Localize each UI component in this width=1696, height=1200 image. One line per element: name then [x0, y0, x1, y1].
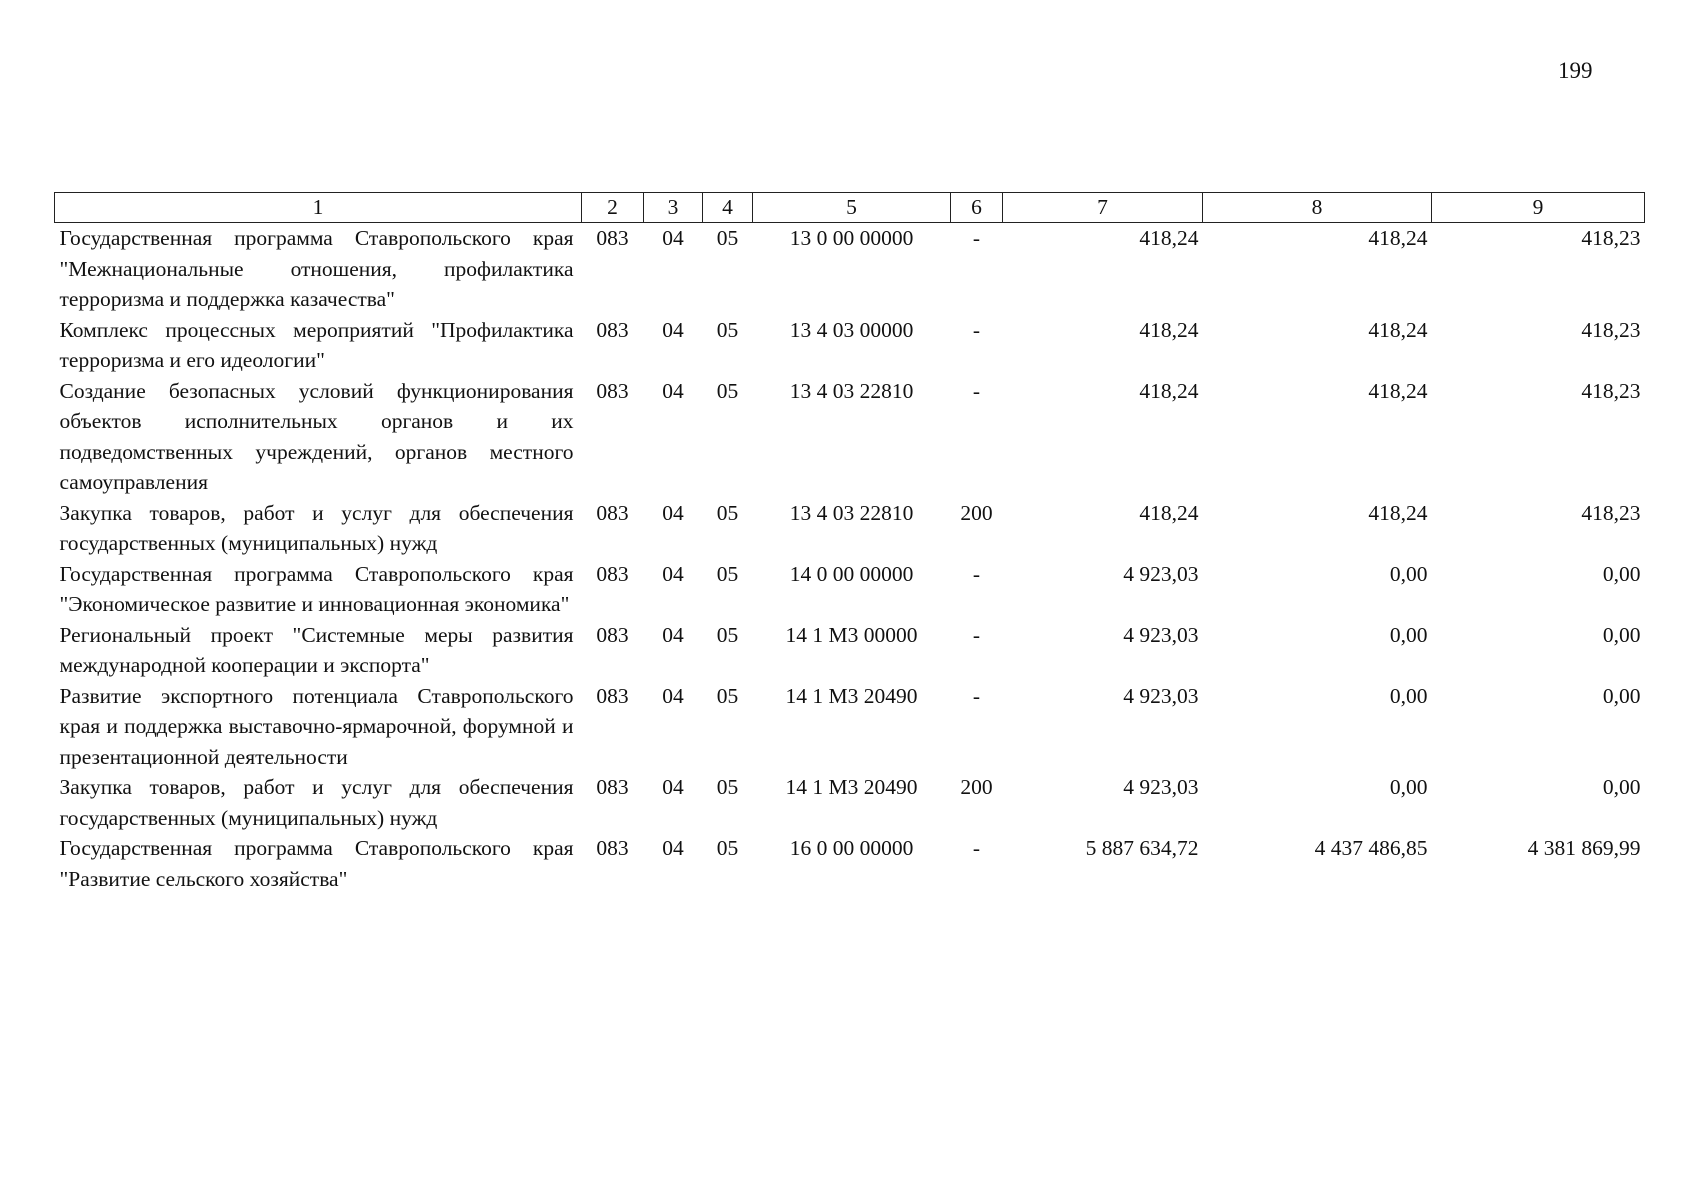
amount-col-8: 0,00	[1389, 561, 1428, 586]
amount-col-9: 0,00	[1602, 683, 1641, 708]
subsection-code: 05	[716, 775, 739, 799]
table-row	[55, 315, 1645, 376]
table-body	[55, 223, 1645, 895]
amount-col-8: 418,24	[1368, 226, 1428, 250]
table-row	[55, 559, 1645, 620]
amount-col-9: 4 381 869,99	[1527, 836, 1641, 860]
amount-col-8: 418,24	[1368, 500, 1428, 525]
ministry-code: 083	[596, 683, 629, 708]
expense-type-code: -	[972, 226, 981, 250]
target-article-code: 14 0 00 00000	[789, 561, 914, 586]
row-name: Создание безопасных условий функционирования объектов исполнительных органов и их подведомственных учреждений, органов местного самоуправления	[59, 378, 574, 494]
row-name: Государственная программа Ставропольского края "Межнациональные отношения, профилактика терроризма и поддержка казачества"	[59, 226, 574, 311]
table-row	[55, 498, 1645, 559]
section-code: 04	[662, 500, 684, 525]
amount-col-9: 418,23	[1581, 378, 1641, 403]
section-code: 04	[662, 683, 684, 708]
ministry-code: 083	[596, 317, 629, 342]
subsection-code: 05	[716, 317, 739, 342]
subsection-code: 05	[716, 622, 739, 647]
expense-type-code: 200	[960, 775, 993, 799]
column-header-8: 8	[1203, 193, 1432, 223]
ministry-code: 083	[596, 775, 629, 799]
row-name: Государственная программа Ставропольского края "Развитие сельского хозяйства"	[59, 836, 574, 891]
table-row	[55, 376, 1645, 498]
section-code: 04	[662, 622, 684, 647]
table-row	[55, 620, 1645, 681]
amount-col-8: 418,24	[1368, 378, 1428, 403]
row-name: Комплекс процессных мероприятий "Профилактика терроризма и его идеологии"	[59, 317, 574, 372]
budget-table	[54, 192, 1645, 894]
amount-col-7: 4 923,03	[1123, 622, 1199, 647]
section-code: 04	[662, 317, 684, 342]
row-name: Развитие экспортного потенциала Ставропольского края и поддержка выставочно-ярмарочной, форумной и презентационной деятельности	[59, 683, 574, 769]
section-code: 04	[662, 561, 684, 586]
amount-col-7: 418,24	[1139, 317, 1199, 342]
column-header-9: 9	[1432, 193, 1645, 223]
target-article-code: 14 1 М3 00000	[785, 622, 918, 647]
subsection-code: 05	[716, 836, 739, 860]
target-article-code: 13 4 03 22810	[789, 500, 914, 525]
section-code: 04	[662, 836, 684, 860]
target-article-code: 13 4 03 22810	[789, 378, 914, 403]
table-row	[55, 833, 1645, 894]
table-header-row	[55, 193, 1645, 223]
amount-col-8: 418,24	[1368, 317, 1428, 342]
subsection-code: 05	[716, 226, 739, 250]
ministry-code: 083	[596, 561, 629, 586]
row-name: Региональный проект "Системные меры развития международной кооперации и экспорта"	[59, 622, 574, 677]
amount-col-7: 4 923,03	[1123, 775, 1199, 799]
amount-col-7: 5 887 634,72	[1085, 836, 1199, 860]
ministry-code: 083	[596, 500, 629, 525]
expense-type-code: -	[972, 836, 981, 860]
expense-type-code: 200	[960, 500, 993, 525]
column-header-7: 7	[1003, 193, 1203, 223]
target-article-code: 14 1 М3 20490	[785, 775, 918, 799]
amount-col-8: 0,00	[1389, 622, 1428, 647]
amount-col-9: 0,00	[1602, 775, 1641, 799]
expense-type-code: -	[972, 622, 981, 647]
row-name: Закупка товаров, работ и услуг для обеспечения государственных (муниципальных) нужд	[59, 775, 574, 830]
section-code: 04	[662, 226, 684, 250]
subsection-code: 05	[716, 378, 739, 403]
target-article-code: 16 0 00 00000	[789, 836, 914, 860]
amount-col-9: 0,00	[1602, 622, 1641, 647]
ministry-code: 083	[596, 226, 629, 250]
subsection-code: 05	[716, 561, 739, 586]
table-row	[55, 681, 1645, 773]
amount-col-7: 418,24	[1139, 500, 1199, 525]
target-article-code: 13 4 03 00000	[789, 317, 914, 342]
amount-col-9: 418,23	[1581, 500, 1641, 525]
column-header-6: 6	[951, 193, 1003, 223]
amount-col-9: 0,00	[1602, 561, 1641, 586]
amount-col-7: 4 923,03	[1123, 561, 1199, 586]
ministry-code: 083	[596, 622, 629, 647]
expense-type-code: -	[972, 561, 981, 586]
column-header-1: 1	[55, 193, 582, 223]
amount-col-7: 4 923,03	[1123, 683, 1199, 708]
expense-type-code: -	[972, 317, 981, 342]
table-row	[55, 772, 1645, 833]
column-header-3: 3	[644, 193, 703, 223]
section-code: 04	[662, 775, 684, 799]
amount-col-7: 418,24	[1139, 378, 1199, 403]
amount-col-8: 0,00	[1389, 775, 1428, 799]
section-code: 04	[662, 378, 684, 403]
row-name: Закупка товаров, работ и услуг для обеспечения государственных (муниципальных) нужд	[59, 500, 574, 555]
subsection-code: 05	[716, 500, 739, 525]
column-header-5: 5	[753, 193, 951, 223]
amount-col-9: 418,23	[1581, 317, 1641, 342]
amount-col-9: 418,23	[1581, 226, 1641, 250]
target-article-code: 13 0 00 00000	[789, 226, 914, 250]
target-article-code: 14 1 М3 20490	[785, 683, 918, 708]
amount-col-8: 0,00	[1389, 683, 1428, 708]
amount-col-8: 4 437 486,85	[1314, 836, 1428, 860]
amount-col-7: 418,24	[1139, 226, 1199, 250]
page-number: 199	[1558, 58, 1593, 83]
column-header-4: 4	[703, 193, 753, 223]
subsection-code: 05	[716, 683, 739, 708]
table-row	[55, 223, 1645, 315]
column-header-2: 2	[582, 193, 644, 223]
expense-type-code: -	[972, 378, 981, 403]
row-name: Государственная программа Ставропольского края "Экономическое развитие и инновационная экономика"	[59, 561, 574, 616]
ministry-code: 083	[596, 836, 629, 860]
ministry-code: 083	[596, 378, 629, 403]
expense-type-code: -	[972, 683, 981, 708]
